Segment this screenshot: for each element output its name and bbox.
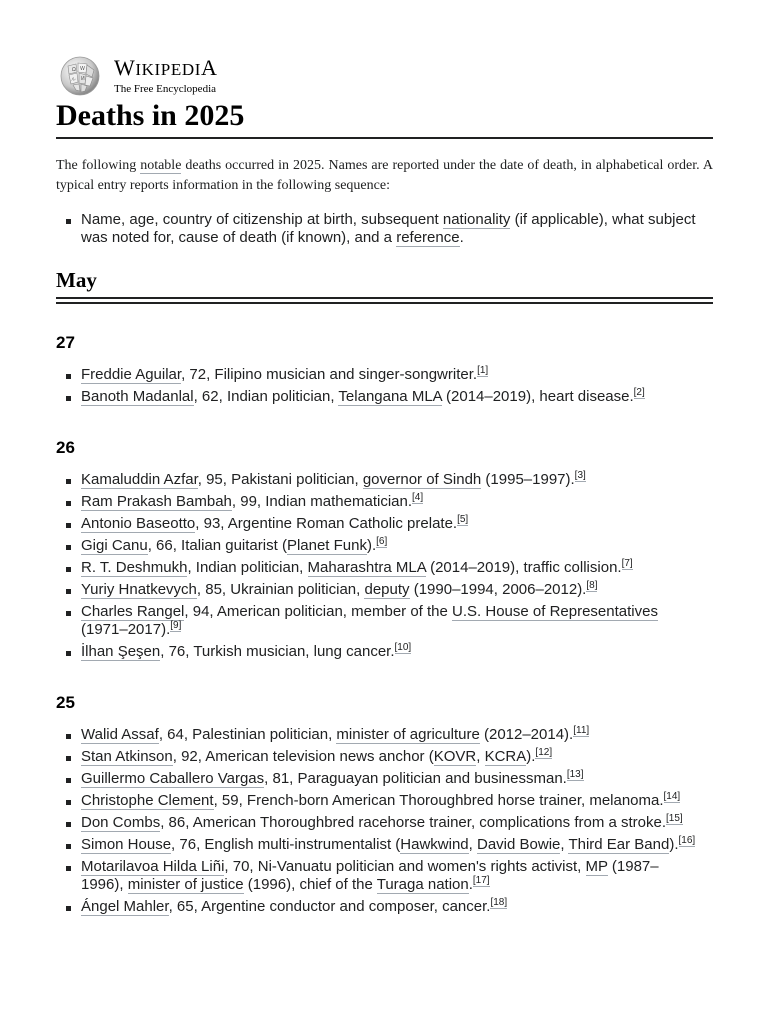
day-27-list [56, 366, 696, 410]
citation-link[interactable]: [14] [663, 791, 681, 802]
day-25-list [56, 726, 696, 920]
svg-text:W: W [80, 66, 85, 72]
link-notable[interactable]: notable [140, 158, 182, 173]
link-reference[interactable]: reference [396, 229, 460, 246]
inline-link[interactable]: Hawkwind [400, 836, 469, 853]
citation-link[interactable]: [18] [490, 897, 508, 908]
entry-format-list [56, 211, 713, 247]
inline-link[interactable]: Planet Funk [286, 537, 367, 554]
list-item: R. T. Deshmukh, Indian politician, Maharashtra MLA (2014–2019), traffic collision.[7] [56, 559, 696, 577]
list-item: Ángel Mahler, 65, Argentine conductor and composer, cancer.[18] [56, 898, 696, 916]
list-item: Guillermo Caballero Vargas, 81, Paraguayan politician and businessman.[13] [56, 770, 696, 788]
citation-link[interactable]: [10] [394, 642, 412, 653]
citation-link[interactable]: [16] [678, 835, 696, 846]
wordmark[interactable] [114, 56, 217, 95]
person-link[interactable]: Freddie Aguilar [81, 366, 182, 383]
citation-link[interactable]: [12] [535, 747, 553, 758]
intro-paragraph: The following notable deaths occurred in 2025. Names are reported under the date of death, in alphabetical order. A typical entry reports information in the following sequence: [56, 158, 713, 193]
svg-text:И: И [81, 76, 85, 82]
list-item: Christophe Clement, 59, French-born American Thoroughbred horse trainer, melanoma.[14] [56, 792, 696, 810]
list-item: Gigi Canu, 66, Italian guitarist (Planet Funk).[6] [56, 537, 696, 555]
citation-link[interactable]: [1] [477, 365, 489, 376]
wikipedia-globe-icon[interactable] [56, 54, 104, 96]
person-link[interactable]: Ángel Mahler [81, 898, 169, 915]
person-link[interactable]: Kamaluddin Azfar [81, 471, 198, 488]
list-item: Banoth Madanlal, 62, Indian politician, Telangana MLA (2014–2019), heart disease.[2] [56, 388, 696, 406]
inline-link[interactable]: minister of justice [127, 876, 244, 893]
page-title: Deaths in 2025 [56, 96, 713, 139]
inline-link[interactable]: Third Ear Band [568, 836, 670, 853]
inline-link[interactable]: KOVR [433, 748, 477, 765]
svg-text:ル: ル [71, 77, 77, 83]
person-link[interactable]: Don Combs [81, 814, 161, 831]
person-link[interactable]: Yuriy Hnatkevych [81, 581, 197, 598]
citation-link[interactable]: [3] [574, 470, 586, 481]
citation-link[interactable]: [5] [457, 514, 469, 525]
inline-link[interactable]: deputy [364, 581, 410, 598]
citation-link[interactable]: [9] [170, 620, 182, 631]
list-item: Yuriy Hnatkevych, 85, Ukrainian politician, deputy (1990–1994, 2006–2012).[8] [56, 581, 696, 599]
inline-link[interactable]: Telangana MLA [338, 388, 442, 405]
citation-link[interactable]: [11] [573, 725, 590, 736]
citation-link[interactable]: [17] [472, 875, 490, 886]
inline-link[interactable]: KCRA [484, 748, 527, 765]
list-item: İlhan Şeşen, 76, Turkish musician, lung cancer.[10] [56, 643, 696, 661]
citation-link[interactable]: [8] [586, 580, 598, 591]
inline-link[interactable]: Maharashtra MLA [307, 559, 426, 576]
citation-link[interactable]: [7] [621, 558, 633, 569]
list-item: Ram Prakash Bambah, 99, Indian mathematician.[4] [56, 493, 696, 511]
day-heading: 27 [56, 333, 75, 352]
list-item: Motarilavoa Hilda Liñi, 70, Ni-Vanuatu politician and women's rights activist, MP (1987–1996), minister of justice (1996), chief of the Turaga nation.[17] [56, 858, 696, 894]
inline-link[interactable]: MP [585, 858, 608, 875]
list-item: Stan Atkinson, 92, American television news anchor (KOVR, KCRA).[12] [56, 748, 696, 766]
inline-link[interactable]: David Bowie [477, 836, 561, 853]
person-link[interactable]: Guillermo Caballero Vargas [81, 770, 265, 787]
person-link[interactable]: Ram Prakash Bambah [81, 493, 232, 510]
citation-link[interactable]: [4] [412, 492, 424, 503]
person-link[interactable]: Gigi Canu [81, 537, 148, 554]
list-item: Simon House, 76, English multi-instrumentalist (Hawkwind, David Bowie, Third Ear Band).[16] [56, 836, 696, 854]
list-item: Antonio Baseotto, 93, Argentine Roman Catholic prelate.[5] [56, 515, 696, 533]
list-item: Don Combs, 86, American Thoroughbred racehorse trainer, complications from a stroke.[15] [56, 814, 696, 832]
list-item: Freddie Aguilar, 72, Filipino musician and singer-songwriter.[1] [56, 366, 696, 384]
entry-format-item: Name, age, country of citizenship at birth, subsequent nationality (if applicable), what subject was noted for, cause of death (if known), and a reference. [56, 211, 713, 247]
day-26-list [56, 471, 696, 665]
person-link[interactable]: Simon House [81, 836, 172, 853]
inline-link[interactable]: minister of agriculture [336, 726, 480, 743]
inline-link[interactable]: governor of Sindh [362, 471, 482, 488]
person-link[interactable]: Banoth Madanlal [81, 388, 194, 405]
person-link[interactable]: Walid Assaf [81, 726, 159, 743]
person-link[interactable]: Antonio Baseotto [81, 515, 196, 532]
person-link[interactable]: Motarilavoa Hilda Liñi [81, 858, 225, 875]
inline-link[interactable]: Turaga nation [376, 876, 469, 893]
citation-link[interactable]: [15] [666, 813, 683, 824]
day-heading: 26 [56, 438, 75, 457]
citation-link[interactable]: [2] [633, 387, 645, 398]
svg-text:Ω: Ω [72, 67, 76, 73]
person-link[interactable]: Charles Rangel [81, 603, 185, 620]
list-item: Kamaluddin Azfar, 95, Pakistani politician, governor of Sindh (1995–1997).[3] [56, 471, 696, 489]
section-divider [56, 302, 713, 304]
list-item: Charles Rangel, 94, American politician, member of the U.S. House of Representatives (1971–2017).[9] [56, 603, 696, 639]
wikipedia-tagline: The Free Encyclopedia [114, 83, 217, 95]
day-heading: 25 [56, 693, 75, 712]
person-link[interactable]: R. T. Deshmukh [81, 559, 188, 576]
citation-link[interactable]: [13] [566, 769, 584, 780]
person-link[interactable]: İlhan Şeşen [81, 643, 161, 660]
person-link[interactable]: Stan Atkinson [81, 748, 173, 765]
person-link[interactable]: Christophe Clement [81, 792, 214, 809]
site-header[interactable] [56, 54, 356, 98]
link-nationality[interactable]: nationality [442, 211, 511, 228]
wikipedia-wordmark: WIKIPEDIA [114, 55, 218, 80]
list-item: Walid Assaf, 64, Palestinian politician, minister of agriculture (2012–2014).[11] [56, 726, 696, 744]
citation-link[interactable]: [6] [376, 536, 388, 547]
inline-link[interactable]: U.S. House of Representatives [452, 603, 658, 620]
section-heading-may: May [56, 266, 713, 299]
